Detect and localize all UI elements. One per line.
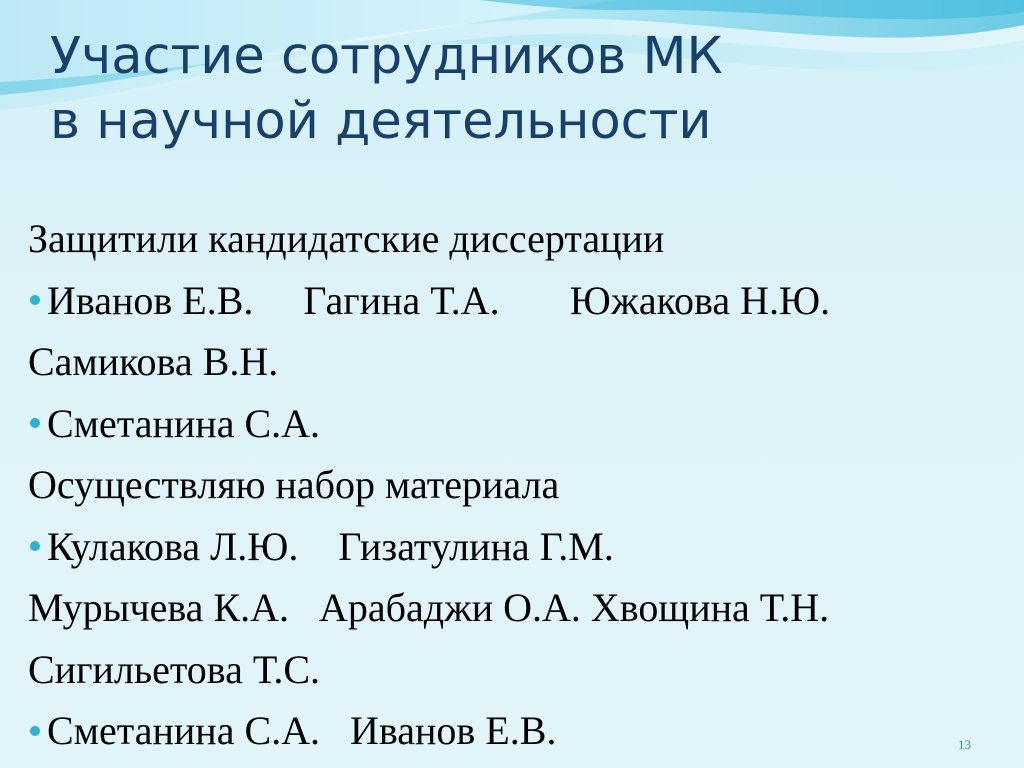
line-text: Кулакова Л.Ю. Гизатулина Г.М. [47,523,614,569]
line-text: Сметанина С.А. [47,400,321,446]
title-line-2: в научной деятельности [50,92,712,151]
line-text: Самикова В.Н. [28,339,279,384]
body-line [28,454,1008,516]
line-text: Сигильетова Т.С. [28,646,321,692]
line-text: Мурычева К.А. Арабаджи О.А. Хвощина Т.Н. [28,585,830,630]
bullet-line [28,516,1008,578]
body-line [28,577,1008,639]
bullet-line [28,270,1008,332]
bullet-dot-icon [30,418,40,428]
title-line-1: Участие сотрудников МК [50,27,723,86]
body-line [28,208,1008,270]
bullet-dot-icon [30,295,40,305]
line-text: Иванов Е.В. Гагина Т.А. Южакова Н.Ю. [47,277,831,323]
slide-number: 13 [958,737,971,752]
slide-title [50,24,990,154]
body-line [28,331,1008,393]
bullet-line [28,700,1008,762]
bullet-dot-icon [30,541,40,551]
body-line [28,639,1008,701]
bullet-dot-icon [30,726,40,736]
slide-body [28,208,1008,762]
line-text: Защитили кандидатские диссертации [28,216,665,261]
line-text: Осуществляю набор материала [28,462,560,507]
line-text: Сметанина С.А. Иванов Е.В. [47,708,557,753]
bullet-line [28,393,1008,455]
